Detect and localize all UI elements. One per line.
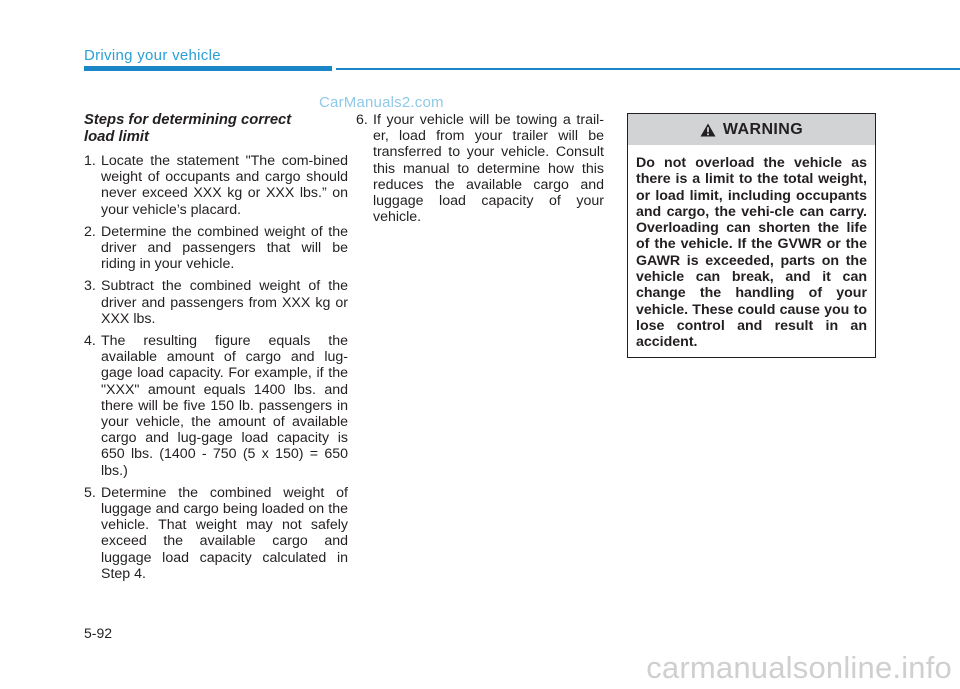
watermark-bottom: carmanualsonline.info <box>646 650 952 685</box>
step-text: Locate the statement "The com-bined weight of occupants and cargo should never exceed XXX kg or XXX lbs.” on your vehicle’s placard. <box>101 153 348 218</box>
step-item <box>84 333 348 479</box>
step-text: The resulting figure equals the available amount of cargo and lug-gage load capacity. For example, if the "XXX" amount equals 1400 lbs. and there will be five 150 lb. passengers in your vehicle, the amount of available cargo and lug-gage load capacity is 650 lbs. (1400 - 750 (5 x 150) = 650 lbs.) <box>101 333 348 479</box>
step-number: 5. <box>84 484 96 501</box>
step-text: Subtract the combined weight of the driver and passengers from XXX kg or XXX lbs. <box>101 278 348 327</box>
header-rule-thin <box>336 68 960 70</box>
procedure-heading: Steps for determining correct load limit <box>84 112 292 145</box>
warning-header <box>628 114 875 145</box>
warning-label: WARNING <box>722 120 804 138</box>
page-number: 5-92 <box>84 625 113 641</box>
warning-triangle-icon <box>700 123 716 137</box>
section-title: Driving your vehicle <box>84 47 221 64</box>
column-middle <box>356 112 604 231</box>
step-text: Determine the combined weight of luggage and cargo being loaded on the vehicle. That weight may not safely exceed the available cargo and luggage load capacity calculated in Step 4. <box>101 484 348 582</box>
step-number: 3. <box>84 278 96 295</box>
steps-list-continued <box>356 112 604 225</box>
watermark-top: CarManuals2.com <box>319 94 444 111</box>
warning-box <box>627 113 876 358</box>
step-item <box>84 485 348 582</box>
step-number: 1. <box>84 153 96 169</box>
step-item <box>84 224 348 273</box>
step-item <box>356 112 604 225</box>
step-item <box>84 153 348 218</box>
step-number: 4. <box>84 333 96 350</box>
steps-list <box>84 153 348 582</box>
step-number: 2. <box>84 223 96 240</box>
warning-text: Do not overload the vehicle as there is a limit to the total weight, or load limit, including occupants and cargo, the vehi-cle can carry. Overloading can shorten the life of the vehicle. If the GVWR or the GAWR is exceeded, parts on the vehicle can break, and it can change the handling of your vehicle. These could cause you to lose control and result in an accident. <box>636 155 867 351</box>
step-text: If your vehicle will be towing a trail-er, load from your trailer will be transferred to your vehicle. Consult this manual to determine how this reduces the available cargo and luggage load capacity of your vehicle. <box>373 112 604 226</box>
step-text: Determine the combined weight of the driver and passengers that will be riding in your vehicle. <box>101 223 348 273</box>
column-left <box>84 112 348 588</box>
step-item <box>84 278 348 327</box>
header-rule-thick <box>84 66 332 71</box>
step-number: 6. <box>356 112 368 128</box>
